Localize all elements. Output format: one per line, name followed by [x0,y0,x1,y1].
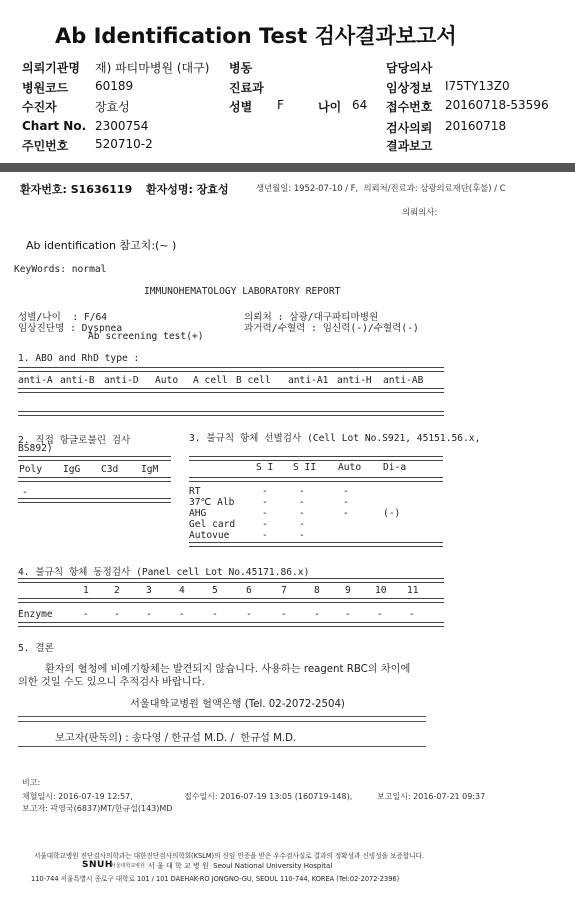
request-label: 검사의뢰 [386,121,433,135]
reference-title: Ab identification 참고치:(~ ) [26,239,177,252]
report-title: Ab Identification Test 검사결과보고서 [55,24,457,48]
panel-enzyme-result-4: - [179,609,185,620]
rrn-label: 주민번호 [22,139,69,153]
clinical-label: 임상정보 [386,81,433,95]
screening-cell: - [262,497,268,508]
section-1-rule-bottom [18,411,444,416]
requester: 의뢰처 : 삼광/대구파티마병원 [244,312,379,323]
dat-column-3: C3d [101,464,119,475]
rrn-value: 520710-2 [95,137,153,151]
screening-row-label: RT [189,486,201,497]
screening-row-label: AHG [189,508,207,519]
abo-column-1: anti-A [18,375,53,386]
sex-value: F [277,98,284,112]
conclusion-line-1: 환자의 혈청에 비예기항체는 발견되지 않습니다. 사용하는 reagent RBC의 차이에 [45,664,411,675]
patient-number: 환자번호: S1636119 [20,183,133,196]
clinical-value: I75TY13Z0 [445,79,510,93]
lab-title: IMMUNOHEMATOLOGY LABORATORY REPORT [144,286,341,297]
doctor-label: 담당의사 [386,61,433,75]
footer-address: 110-744 서울특별시 종로구 대학로 101 / 101 DAEHAK-RO JONGNO-GU, SEOUL 110-744, KOREA (Tel:02-2072-2396) [31,875,400,883]
panel-column-5: 5 [212,585,218,596]
dat-value: - [22,487,28,498]
patient-value: 장효성 [95,100,130,114]
section-3-title: 3. 불규칙 항체 선별검사 (Cell Lot No.S921, 45151.56.x, [189,433,481,444]
section-3-rule-top [189,456,443,461]
snuh-logo: SNUH [82,860,113,870]
abo-column-3: anti-D [104,375,139,386]
dat-column-4: IgM [141,464,159,475]
screening-cell: - [343,486,349,497]
panel-enzyme-result-11: - [409,609,415,620]
note-label: 비고: [22,778,41,787]
panel-column-10: 10 [375,585,387,596]
screening-cell: - [299,530,305,541]
hospital-code-label: 병원코드 [22,81,69,95]
age-label: 나이 [318,100,342,114]
patient-label: 수진자 [22,100,57,114]
age-value: 64 [352,98,368,112]
section-2-rule-mid [18,477,171,482]
section-4-rule-top [18,578,444,583]
chart-label: Chart No. [22,119,87,133]
enzyme-label: Enzyme [18,609,53,620]
panel-column-3: 3 [146,585,152,596]
section-5-title: 5. 결론 [18,643,54,654]
section-4-title: 4. 불규칙 항체 동정검사 (Panel cell Lot No.45171.86.x) [18,567,310,578]
screening-cell: - [343,497,349,508]
receipt-label: 접수번호 [386,100,433,114]
panel-enzyme-result-8: - [314,609,320,620]
section-3-rule-bottom [189,542,443,547]
history: 과거력/수혈력 : 임신력(-)/수혈력(-) [244,323,419,334]
panel-column-11: 11 [407,585,419,596]
report-label: 결과보고 [386,139,433,153]
panel-column-9: 9 [345,585,351,596]
chart-value: 2300754 [95,119,149,133]
abo-column-6: B cell [236,375,271,386]
screening-cell: - [262,530,268,541]
section-3-title-cont: BS892) [18,443,53,454]
screening-column-3: Auto [338,462,362,473]
conclusion-rule-2 [18,721,426,722]
reporter-rule [18,746,426,747]
report-time: 보고일시: 2016-07-21 09:37 [377,792,486,801]
panel-enzyme-result-2: - [114,609,120,620]
conclusion-rule-1 [18,716,426,717]
panel-enzyme-result-9: - [345,609,351,620]
abo-column-9: anti-AB [383,375,424,386]
panel-enzyme-result-3: - [146,609,152,620]
panel-column-8: 8 [314,585,320,596]
section-1-rule-mid [18,388,444,393]
diagnosis-2: Ab screening test(+) [88,331,204,342]
section-4-rule-mid [18,598,444,603]
institution-value: 재) 파티마병원 (대구) [95,61,210,75]
section-2-rule-top [18,456,171,461]
abo-column-7: anti-A1 [288,375,329,386]
screening-cell: - [299,497,305,508]
section-1-rule-top [18,367,444,372]
abo-column-8: anti-H [337,375,372,386]
section-2-title: 2. 직접 항글로불린 검사 [18,435,131,446]
abo-column-2: anti-B [60,375,95,386]
hospital-code-value: 60189 [95,79,134,93]
screening-cell: - [299,486,305,497]
section-2-rule-bottom [18,498,171,503]
screening-column-1: S I [256,462,274,473]
panel-column-1: 1 [83,585,89,596]
screening-row-label: Gel card [189,519,236,530]
screening-cell: - [299,508,305,519]
collect-time: 채혈일시: 2016-07-19 12:57, [22,792,133,801]
request-value: 20160718 [445,119,507,133]
panel-column-4: 4 [179,585,185,596]
dat-column-1: Poly [19,464,43,475]
header-separator [0,163,575,172]
footer-certification: 서울대학교병원 진단검사의학과는 대한진단검사의학회(KSLM)의 신임 인증을 받은 우수검사실로 결과의 정확성과 신빙성을 보증합니다. [34,852,425,860]
panel-enzyme-result-5: - [212,609,218,620]
sex-age: 성별/나이 : F/64 [18,312,108,323]
panel-column-6: 6 [246,585,252,596]
reporter-detail: 보고자: 곽영국(6837)MT/한규섭(143)MD [22,804,173,813]
panel-enzyme-result-7: - [281,609,287,620]
conclusion-line-2: 의한 것일 수도 있으니 추적검사 바랍니다. [18,677,205,688]
screening-cell: - [299,519,305,530]
screening-row-label: Autovue [189,530,230,541]
footer-hospital-name: 서 울 대 학 교 병 원 Seoul National University Hospital [148,862,333,870]
section-3-rule-mid [189,477,443,482]
screening-column-4: Di-a [383,462,407,473]
snuh-logo-korean: 서울대학교병원 [111,863,145,869]
blood-bank-contact: 서울대학교병원 혈액은행 (Tel. 02-2072-2504) [130,699,345,710]
screening-cell: - [262,508,268,519]
dat-column-2: IgG [63,464,81,475]
screening-cell: - [262,486,268,497]
patient-name: 환자성명: 장효성 [146,183,229,196]
panel-column-7: 7 [281,585,287,596]
sex-label: 성별 [229,100,253,114]
ward-label: 병동 [229,61,253,75]
panel-enzyme-result-10: - [377,609,383,620]
reporter: 보고자(판독의) : 송다영 / 한규섭 M.D. / 한규섭 M.D. [55,733,297,744]
screening-row-label: 37℃ Alb [189,497,235,508]
receipt-value: 20160718-53596 [445,98,549,112]
abo-column-5: A cell [193,375,228,386]
diagnosis: 임상진단명 : Dyspnea [18,323,123,334]
screening-cell: - [262,519,268,530]
abo-column-4: Auto [155,375,179,386]
section-1-title: 1. ABO and RhD type : [18,353,140,364]
institution-label: 의뢰기관명 [22,61,80,75]
panel-column-2: 2 [114,585,120,596]
receive-time: 접수일시: 2016-07-19 13:05 (160719-148), [184,792,353,801]
birth-info: 생년월일: 1952-07-10 / F, 의뢰처/진료과: 삼광의료재단(후불) / C [256,183,506,193]
section-4-rule-bottom [18,622,444,627]
screening-cell: (-) [383,508,401,519]
panel-enzyme-result-1: - [83,609,89,620]
screening-column-2: S II [293,462,317,473]
panel-enzyme-result-6: - [246,609,252,620]
screening-cell: - [343,508,349,519]
keywords: KeyWords: normal [14,264,107,275]
requesting-doctor: 의뢰의사: [402,207,438,217]
dept-label: 진료과 [229,81,264,95]
